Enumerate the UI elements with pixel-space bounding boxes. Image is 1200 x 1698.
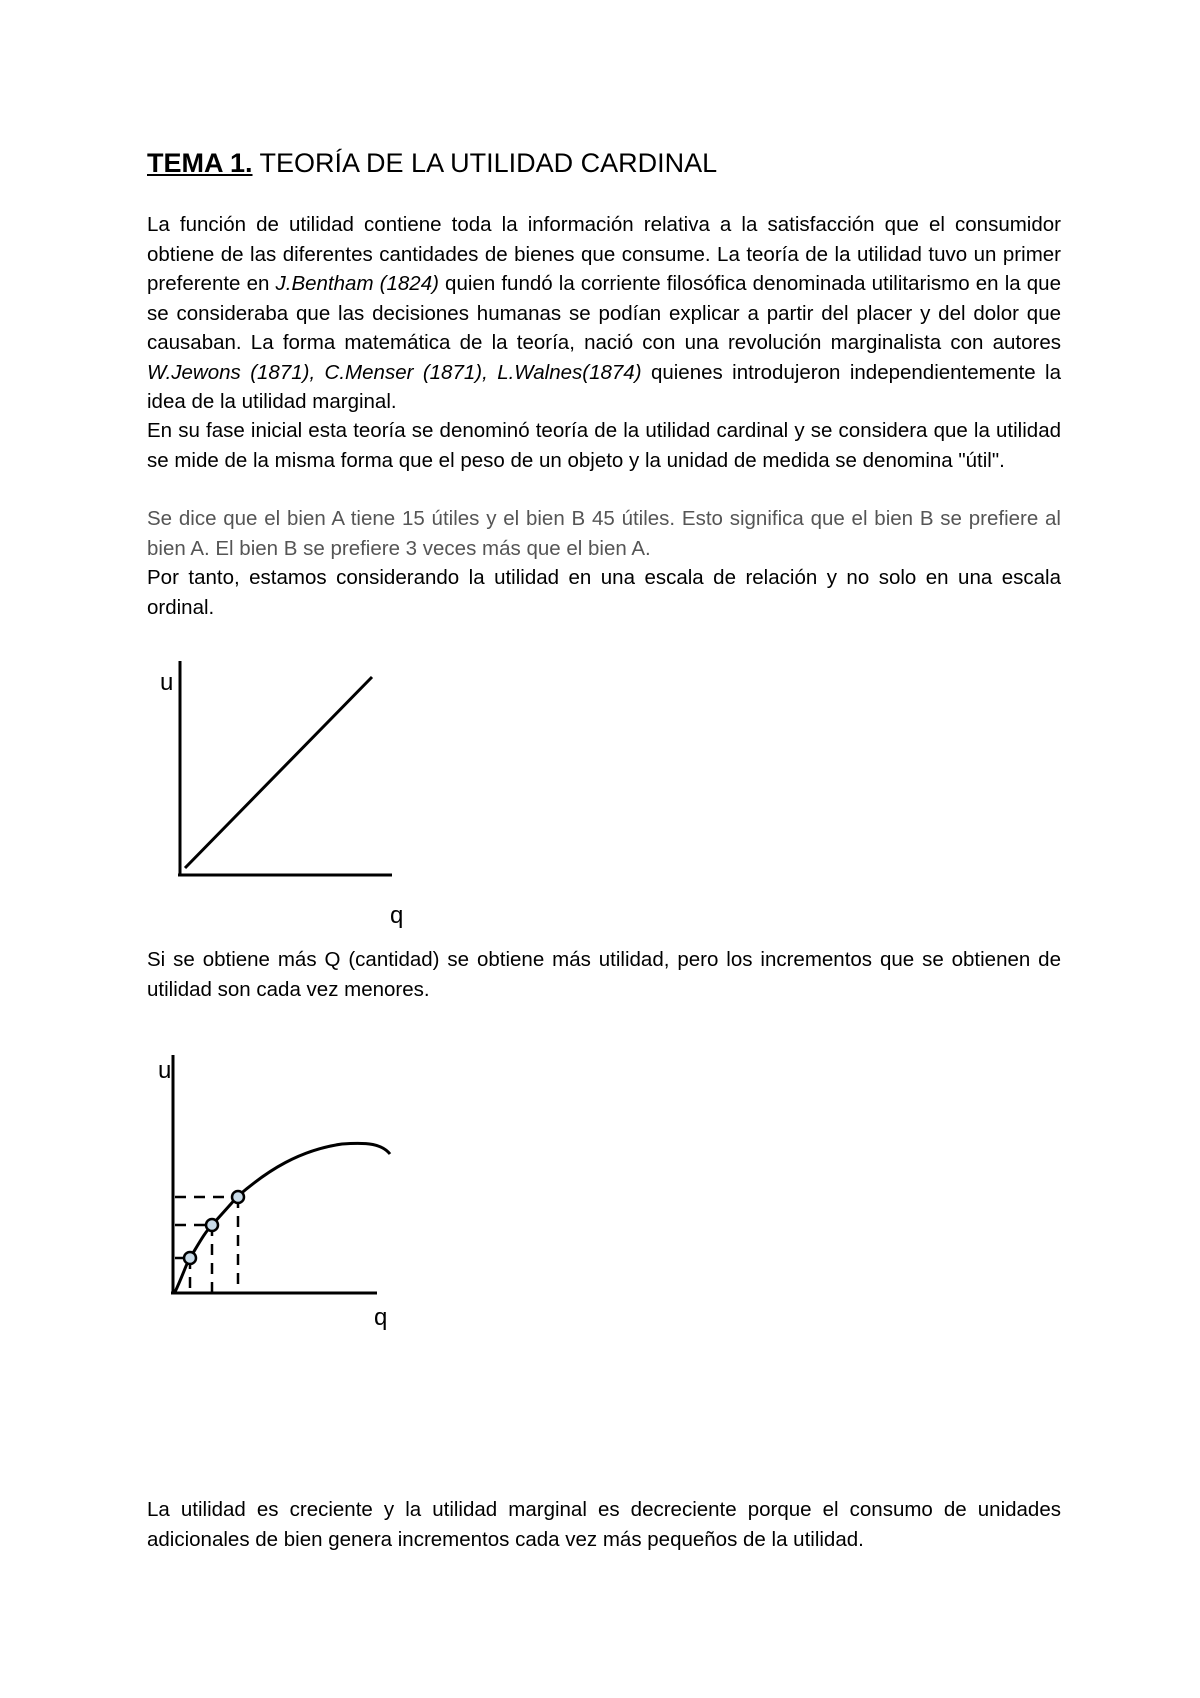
fig1-y-label: u (160, 669, 174, 696)
fig2-point-1 (184, 1252, 196, 1264)
paragraph-utility-function (147, 210, 1061, 417)
fig2-point-2 (206, 1219, 218, 1231)
fig2-chart (158, 1055, 390, 1331)
fig2-x-label: q (374, 1304, 388, 1331)
fig2-y-label: u (158, 1057, 172, 1084)
paragraph-scale: Por tanto, estamos considerando la utilidad en una escala de relación y no solo en una escala ordinal. (147, 566, 1061, 619)
page-title (147, 146, 717, 180)
paragraph-conclusion: La utilidad es creciente y la utilidad marginal es decreciente porque el consumo de unidades adicionales de bien genera incrementos cada vez más pequeños de la utilidad. (147, 1498, 1061, 1551)
p1-text-e: quienes introdujeron independientemente la idea de la utilidad marginal. (147, 360, 1061, 413)
title-text: TEORÍA DE LA UTILIDAD CARDINAL (252, 148, 718, 178)
paragraph-example: Se dice que el bien A tiene 15 útiles y el bien B 45 útiles. Esto significa que el bien B se prefiere al bien A. El bien B se prefiere 3 veces más que el bien A. (147, 507, 1061, 560)
p1-author-bentham: J.Bentham (1824) (275, 272, 439, 295)
fig1-utility-line (185, 677, 372, 868)
fig1-x-label: q (390, 902, 404, 929)
p1-authors-marginalists: W.Jewons (1871), C.Menser (1871), L.Walnes(1874) (147, 360, 642, 384)
fig1-chart (160, 661, 403, 929)
fig2-utility-curve (175, 1143, 390, 1292)
p1-text-a: La función de utilidad contiene toda la información relativa a la satisfacción que el consumidor obtiene de las diferentes cantidades de bienes que consume. La teoría de la utilidad tuvo un primer preferente en (147, 213, 1061, 295)
fig2-point-3 (232, 1191, 244, 1203)
p1-text-c: quien fundó la corriente filosófica denominada utilitarismo en la que se consideraba que las decisiones humanas se podían explicar a partir del placer y del dolor que causaban. La forma matemática de la teoría, nació con una revolución marginalista con autores (147, 272, 1061, 354)
paragraph-increments: Si se obtiene más Q (cantidad) se obtiene más utilidad, pero los incrementos que se obtienen de utilidad son cada vez menores. (147, 948, 1061, 1001)
title-number: TEMA 1. (147, 148, 253, 178)
paragraph-cardinal-phase: En su fase inicial esta teoría se denominó teoría de la utilidad cardinal y se considera que la utilidad se mide de la misma forma que el peso de un objeto y la unidad de medida se denomina "útil". (147, 419, 1061, 472)
